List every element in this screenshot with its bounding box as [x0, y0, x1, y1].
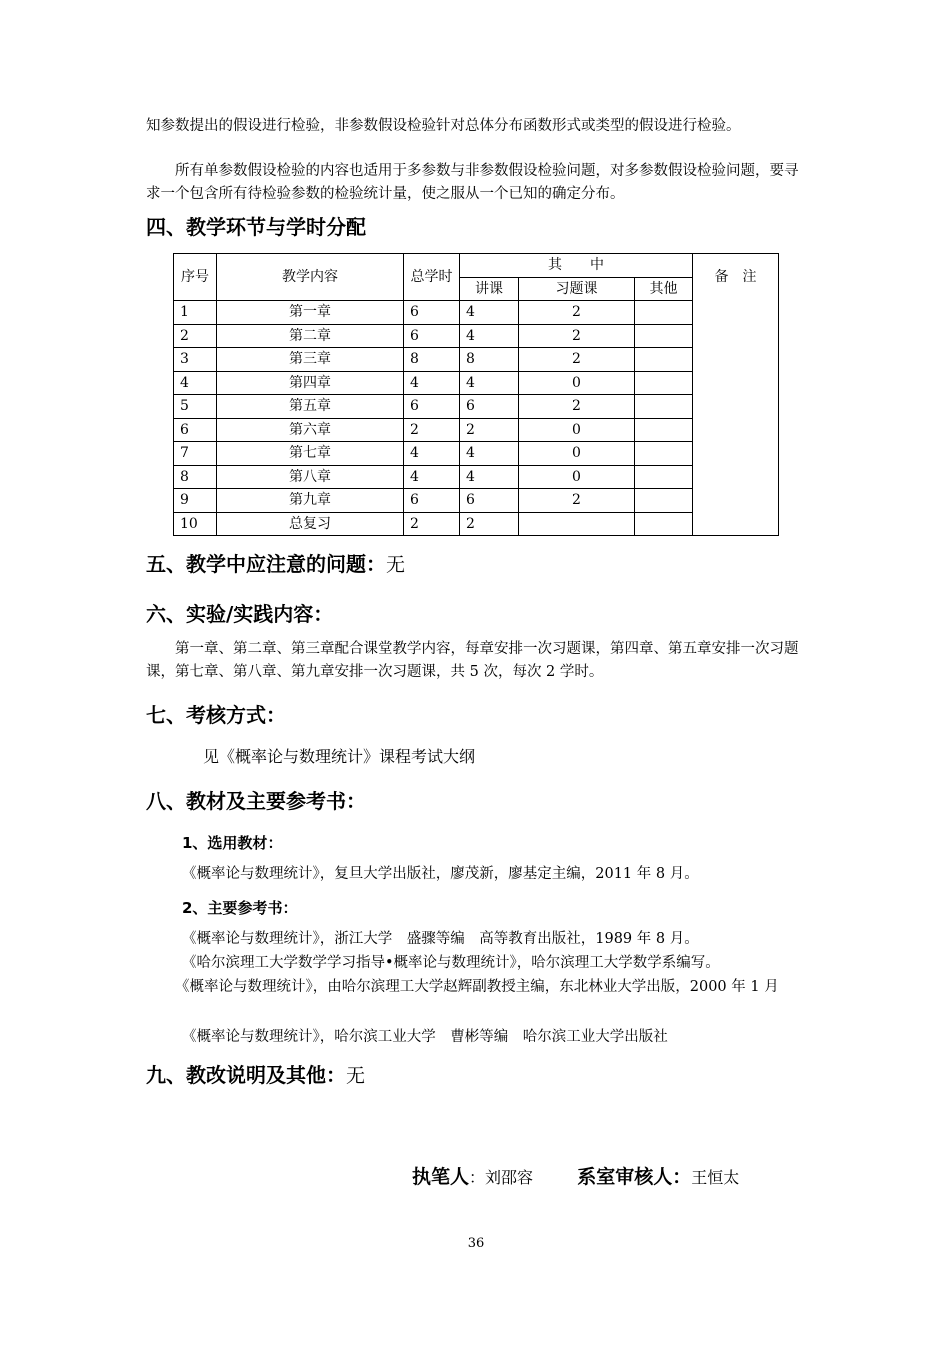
reference-entry: 《概率论与数理统计》，哈尔滨工业大学 曹彬等编 哈尔滨工业大学出版社	[182, 1029, 668, 1045]
intro-paragraph-1: 知参数提出的假设进行检验，非参数假设检验针对总体分布函数形式或类型的假设进行检验。	[146, 118, 741, 134]
table-row: 9 第九章 6 6 2	[174, 489, 779, 513]
section-4-heading: 四、教学环节与学时分配	[146, 215, 366, 239]
section-7-heading: 七、考核方式：	[146, 703, 286, 727]
textbook-subheading: 1、选用教材：	[182, 834, 283, 852]
header-content: 教学内容	[217, 254, 404, 301]
writer-label: 执笔人	[412, 1166, 470, 1188]
teaching-hours-table	[173, 253, 779, 536]
reference-entry: 《概率论与数理统计》，由哈尔滨理工大学赵辉副教授主编，东北林业大学出版，2000 年 1 月	[175, 979, 779, 995]
header-exercise: 习题课	[519, 277, 635, 301]
header-total-hours: 总学时	[404, 254, 460, 301]
section-5-heading: 五、教学中应注意的问题：无	[146, 552, 406, 576]
references-subheading: 2、主要参考书：	[182, 899, 298, 917]
section-6-body: 第一章、第二章、第三章配合课堂教学内容，每章安排一次习题课，第四章、第五章安排一次习题课，第七章、第八章、第九章安排一次习题课，共 5 次，每次 2 学时。	[146, 641, 799, 680]
table-row: 4 第四章 4 4 0	[174, 371, 779, 395]
table-row: 3 第三章 8 8 2	[174, 348, 779, 372]
section-7-body: 见《概率论与数理统计》课程考试大纲	[203, 747, 476, 766]
textbook-entry: 《概率论与数理统计》，复旦大学出版社，廖茂新，廖基定主编，2011 年 8 月。	[182, 866, 699, 882]
table-row: 7 第七章 4 4 0	[174, 442, 779, 466]
reference-entry: 《哈尔滨理工大学数学学习指导•概率论与数理统计》，哈尔滨理工大学数学系编写。	[182, 955, 720, 971]
table-row: 2 第二章 6 4 2	[174, 324, 779, 348]
signature-line: 执笔人：刘邵容 系室审核人：王恒太	[412, 1166, 740, 1188]
header-lecture: 讲课	[460, 277, 519, 301]
intro-paragraph-2: 所有单参数假设检验的内容也适用于多参数与非参数假设检验问题，对多参数假设检验问题，要寻求一个包含所有待检验参数的检验统计量，使之服从一个已知的确定分布。	[146, 163, 799, 202]
section-9-heading: 九、教改说明及其他：无	[146, 1063, 366, 1087]
header-seq: 序号	[174, 254, 217, 301]
section-8-heading: 八、教材及主要参考书：	[146, 789, 366, 813]
page-number: 36	[467, 1236, 485, 1251]
table-row: 1 第一章 6 4 2	[174, 301, 779, 325]
section-6-heading: 六、实验/实践内容：	[146, 602, 334, 626]
reviewer-label: 系室审核人：	[577, 1166, 692, 1188]
writer-name: 刘邵容	[485, 1168, 534, 1187]
table-row: 6 第六章 2 2 0	[174, 418, 779, 442]
header-other: 其他	[635, 277, 693, 301]
header-remark: 备 注	[693, 254, 779, 536]
table-row: 5 第五章 6 6 2	[174, 395, 779, 419]
reference-entry: 《概率论与数理统计》，浙江大学 盛骤等编 高等教育出版社，1989 年 8 月。	[182, 931, 699, 947]
header-among: 其 中	[460, 254, 693, 278]
table-row: 10 总复习 2 2	[174, 512, 779, 536]
reviewer-name: 王恒太	[691, 1168, 740, 1187]
table-row: 8 第八章 4 4 0	[174, 465, 779, 489]
